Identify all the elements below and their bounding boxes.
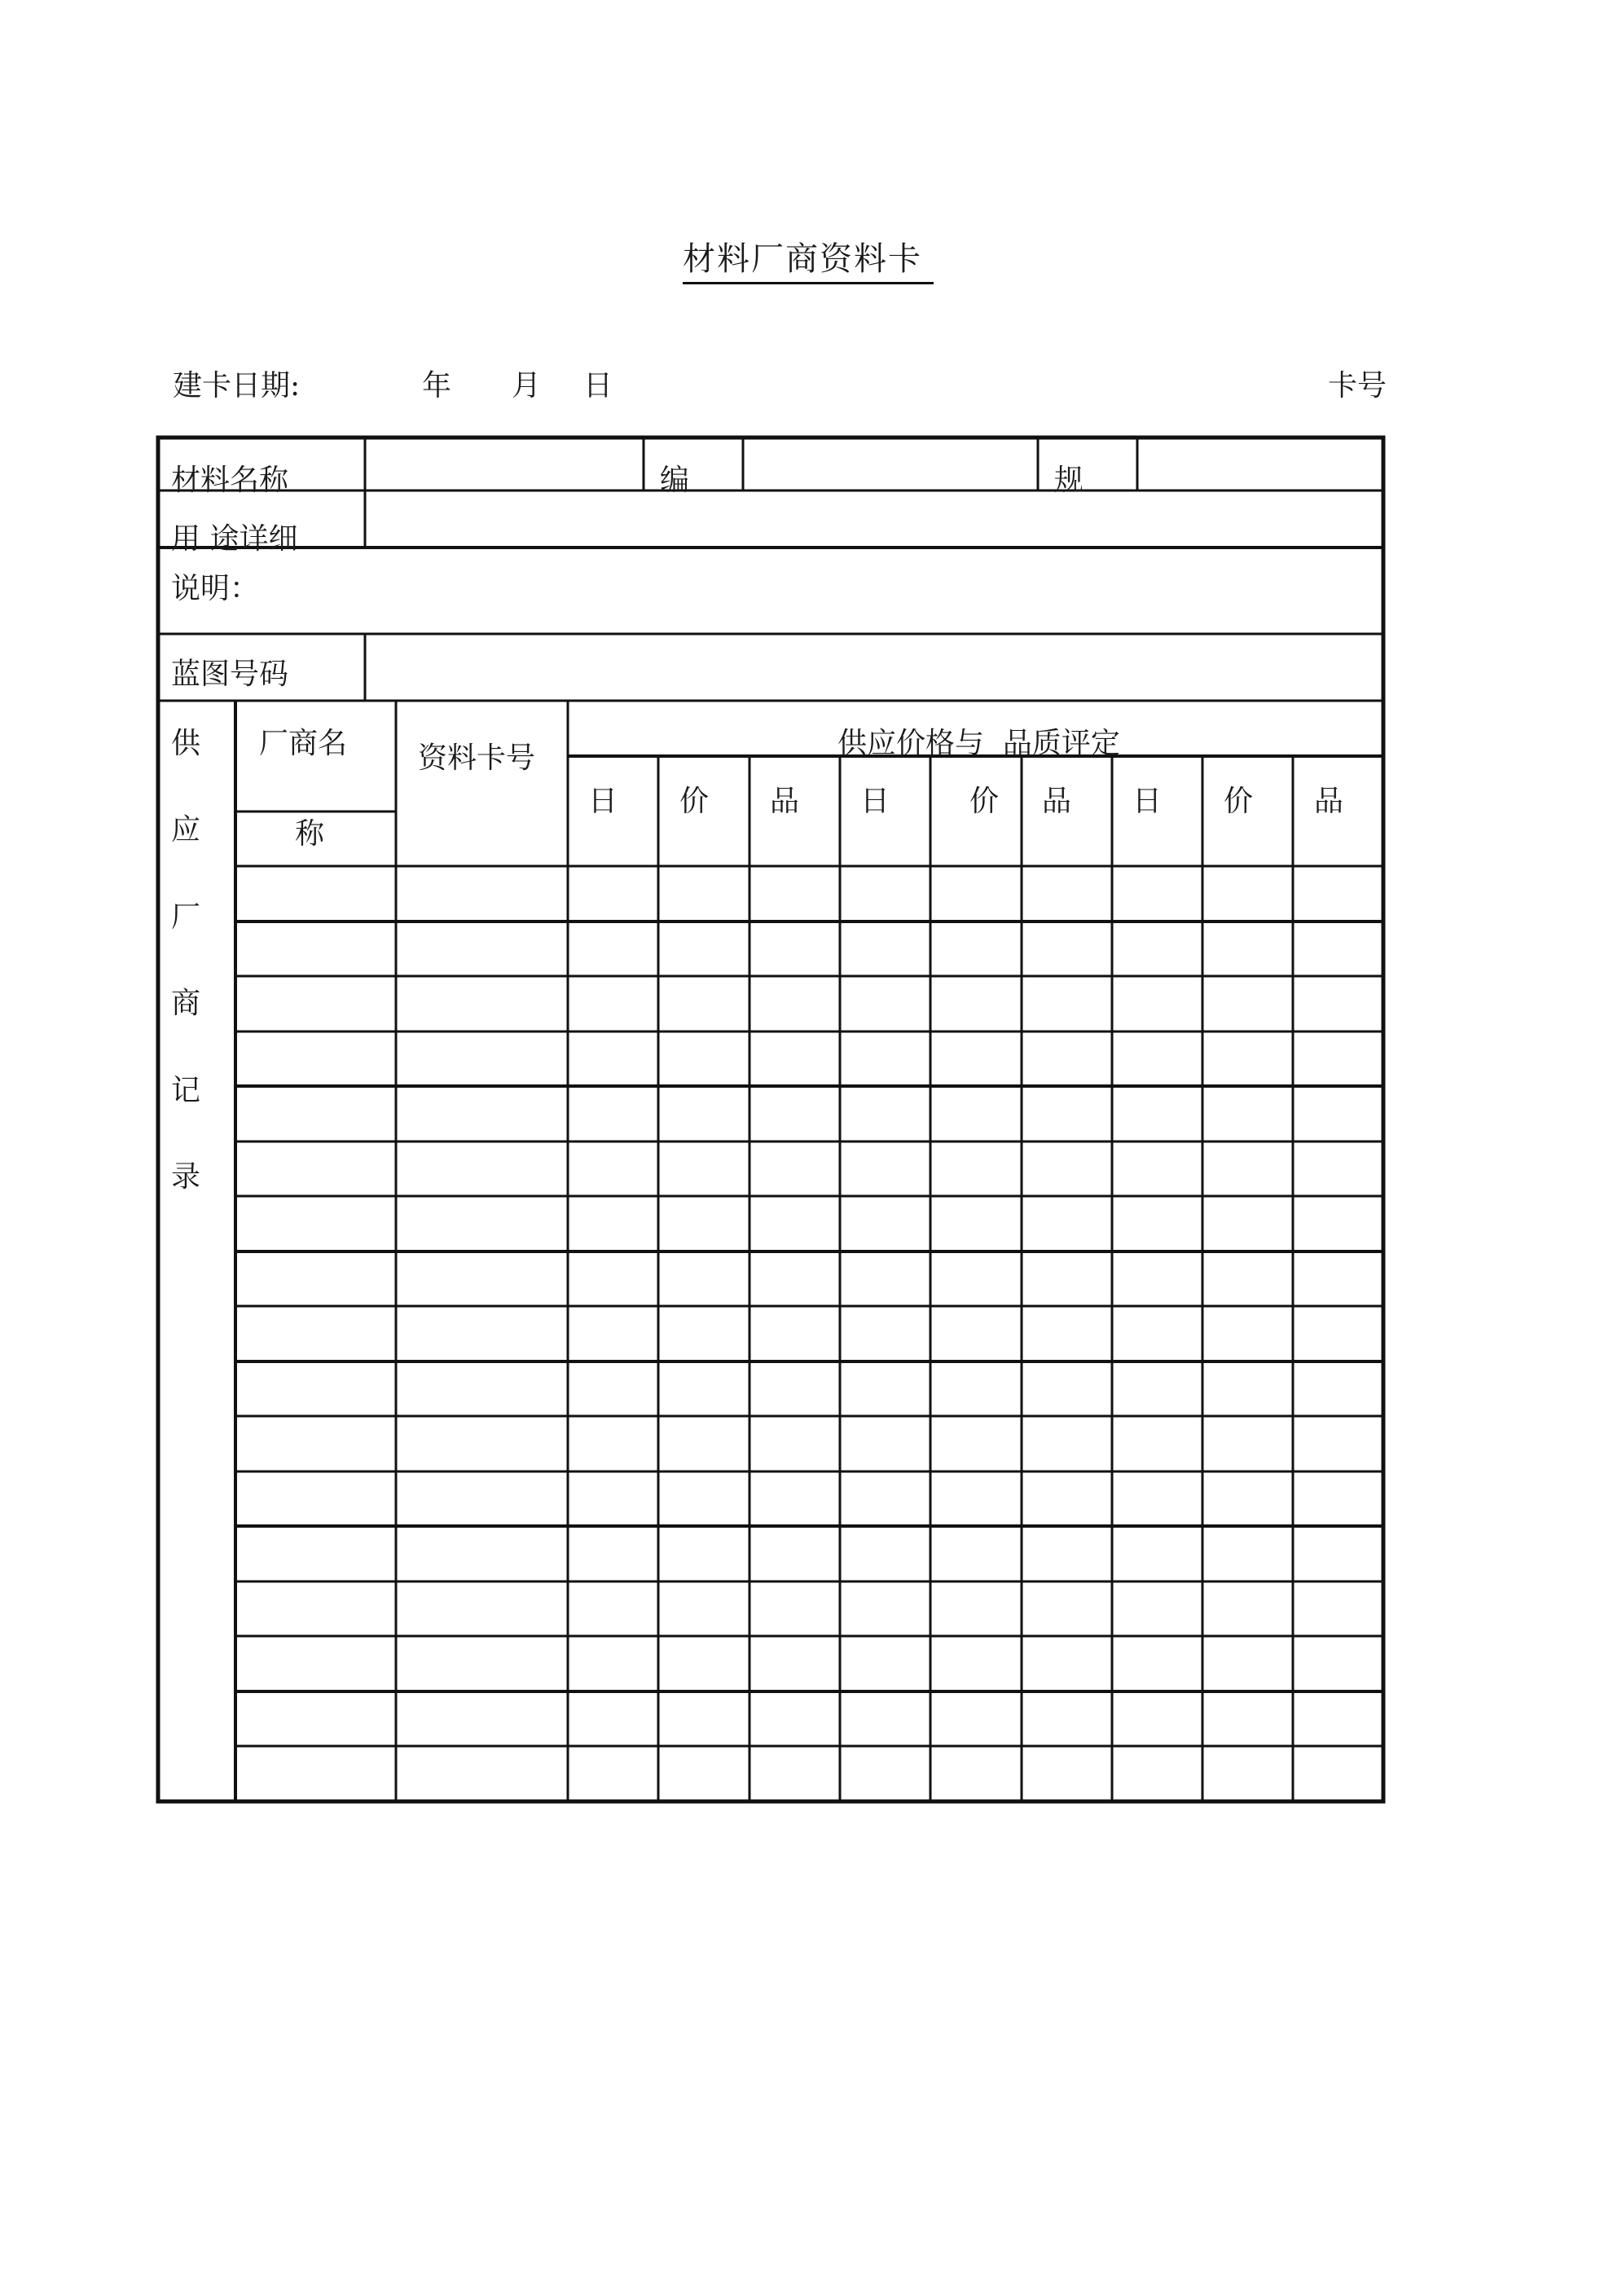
date-label: 建卡日期:: [173, 369, 301, 402]
day-label: 日: [583, 369, 613, 402]
side-char: 供: [171, 727, 201, 760]
sub-header-price: 价: [679, 785, 710, 818]
sub-header-quality: 品: [1313, 785, 1344, 818]
sub-header-date: 日: [859, 785, 890, 818]
card-number-label: 卡号: [1328, 369, 1387, 402]
price-quality-header: 供应价格与 品质评定: [837, 727, 1120, 760]
month-label: 月: [512, 369, 542, 402]
blueprint-input[interactable]: [367, 636, 1381, 698]
sub-header-quality: 品: [769, 785, 800, 818]
usage-label: 用 途详细: [171, 522, 298, 556]
sub-header-date: 日: [587, 785, 618, 818]
side-char: 厂: [171, 900, 201, 934]
side-char: 录: [171, 1160, 201, 1194]
sub-header-quality: 品: [1041, 785, 1072, 818]
code-input[interactable]: [745, 440, 1035, 488]
code-label: 编: [660, 464, 690, 497]
supplier-name-header: 厂商名: [259, 727, 348, 760]
side-char: 记: [171, 1074, 201, 1107]
sub-header-price: 价: [1223, 785, 1254, 818]
material-name-label: 材料名称: [171, 464, 289, 497]
card-number-header: 资料卡号: [417, 741, 536, 775]
sub-header-price: 价: [969, 785, 1000, 818]
spec-label: 规: [1054, 464, 1084, 497]
usage-input[interactable]: [367, 493, 1381, 545]
description-label: 说明：: [171, 572, 260, 605]
side-char: 应: [171, 813, 201, 847]
spec-input[interactable]: [1140, 440, 1381, 488]
blueprint-label: 蓝图号码: [171, 658, 289, 691]
year-label: 年: [422, 369, 452, 402]
sub-header-date: 日: [1132, 785, 1163, 818]
page-title: 材料厂商资料卡: [683, 240, 934, 284]
side-char: 商: [171, 987, 201, 1020]
supplier-name-header-cont: 称: [294, 817, 325, 851]
material-name-input[interactable]: [367, 440, 641, 488]
